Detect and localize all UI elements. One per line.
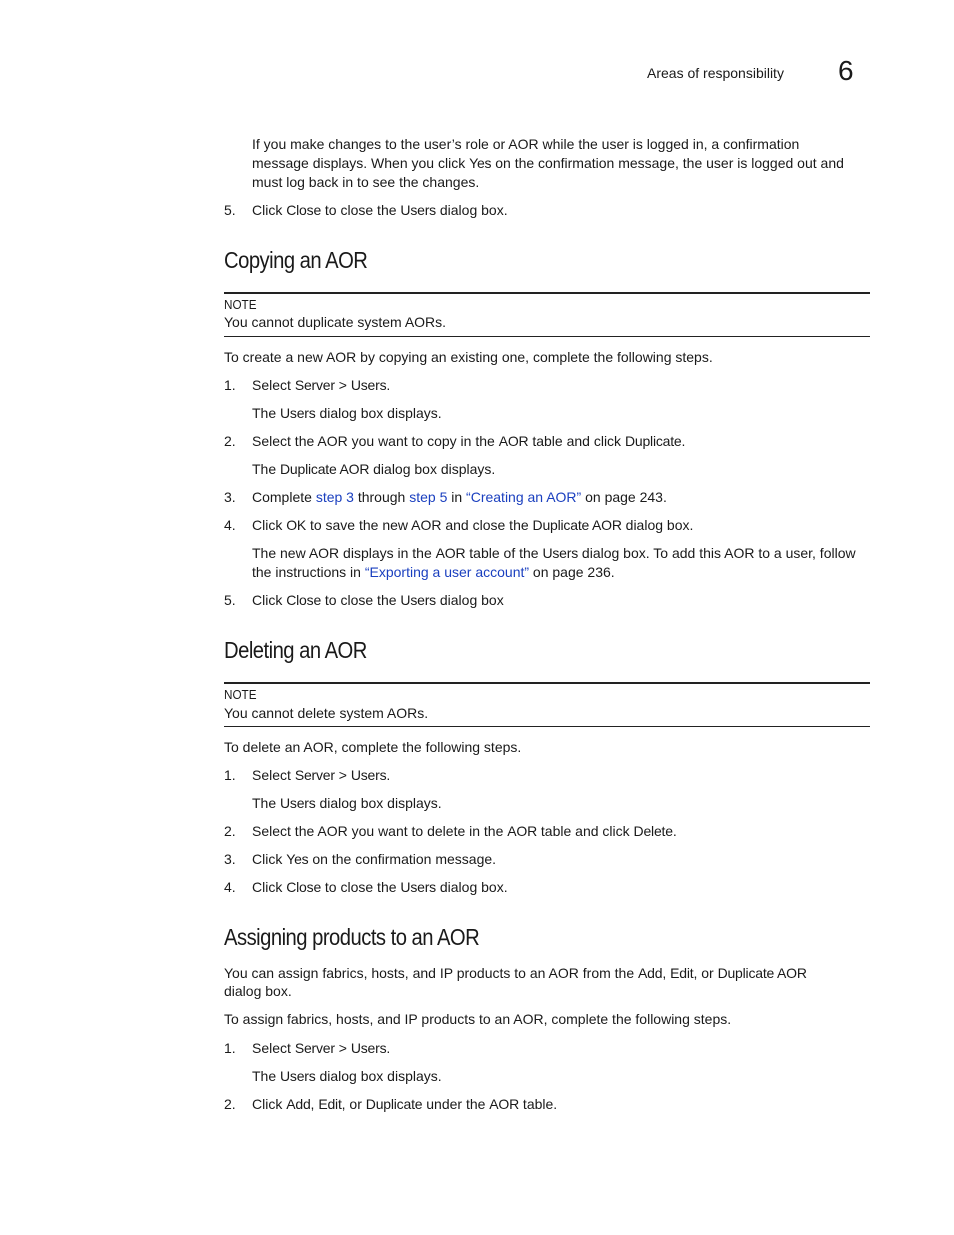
copying-step-4-result-line-1: The new AOR displays in the AOR table of the Users dialog box. To add this AOR to a user, follow <box>252 545 856 561</box>
section-heading-copying: Copying an AOR <box>224 247 368 273</box>
copying-step-4: Click OK to save the new AOR and close the Duplicate AOR dialog box. <box>252 517 694 533</box>
copying-step-2-result: The Duplicate AOR dialog box displays. <box>252 461 496 477</box>
step-number: 1. <box>224 377 236 393</box>
copying-step-5: Click Close to close the Users dialog box <box>252 592 504 608</box>
copying-intro: To create a new AOR by copying an existing one, complete the following steps. <box>224 349 713 365</box>
assigning-step-1-result: The Users dialog box displays. <box>252 1068 442 1084</box>
chapter-number: 6 <box>838 55 854 86</box>
copying-step-2: Select the AOR you want to copy in the AOR table and click Duplicate. <box>252 433 686 449</box>
deleting-step-1-result: The Users dialog box displays. <box>252 795 442 811</box>
running-header-title: Areas of responsibility <box>647 65 784 81</box>
link-step-5[interactable]: step 5 <box>409 489 448 505</box>
step-number: 5. <box>224 202 236 218</box>
step-number: 2. <box>224 823 236 839</box>
link-exporting-a-user-account[interactable]: “Exporting a user account” <box>364 564 530 580</box>
step-number: 2. <box>224 433 236 449</box>
copying-step-1: Select Server > Users. <box>252 377 391 393</box>
intro-line-3: must log back in to see the changes. <box>252 174 480 190</box>
link-creating-an-aor[interactable]: “Creating an AOR” <box>466 489 582 505</box>
step-number: 3. <box>224 851 236 867</box>
step-number: 5. <box>224 592 236 608</box>
deleting-step-4: Click Close to close the Users dialog box. <box>252 879 508 895</box>
section-heading-deleting: Deleting an AOR <box>224 637 367 663</box>
step-number: 3. <box>224 489 236 505</box>
step-number: 2. <box>224 1096 236 1112</box>
step-number: 4. <box>224 879 236 895</box>
note-text: You cannot delete system AORs. <box>224 705 429 721</box>
assigning-para-1-line-2: dialog box. <box>224 983 292 999</box>
step-number: 1. <box>224 767 236 783</box>
copying-step-4-result-line-2: the instructions in “Exporting a user account” on page 236. <box>252 564 615 580</box>
assigning-para-2: To assign fabrics, hosts, and IP products to an AOR, complete the following steps. <box>224 1011 732 1027</box>
assigning-step-1: Select Server > Users. <box>252 1040 391 1056</box>
note-bottom-rule <box>224 726 870 727</box>
note-label: NOTE <box>224 687 257 702</box>
copying-step-1-result: The Users dialog box displays. <box>252 405 442 421</box>
deleting-step-3: Click Yes on the confirmation message. <box>252 851 497 867</box>
intro-line-2: message displays. When you click Yes on the confirmation message, the user is logged out and <box>252 155 844 171</box>
intro-line-1: If you make changes to the user’s role or AOR while the user is logged in, a confirmation <box>252 136 800 152</box>
note-top-rule <box>224 292 870 294</box>
assigning-para-1-line-1: You can assign fabrics, hosts, and IP products to an AOR from the Add, Edit, or Duplicate AOR <box>224 965 807 981</box>
deleting-step-2: Select the AOR you want to delete in the AOR table and click Delete. <box>252 823 677 839</box>
note-bottom-rule <box>224 336 870 337</box>
deleting-intro: To delete an AOR, complete the following steps. <box>224 739 522 755</box>
deleting-step-1: Select Server > Users. <box>252 767 391 783</box>
section-heading-assigning: Assigning products to an AOR <box>224 924 480 950</box>
step-number: 4. <box>224 517 236 533</box>
note-top-rule <box>224 682 870 684</box>
note-label: NOTE <box>224 297 257 312</box>
link-step-3[interactable]: step 3 <box>315 489 354 505</box>
note-text: You cannot duplicate system AORs. <box>224 314 447 330</box>
copying-step-3: Complete step 3 through step 5 in “Creating an AOR” on page 243. <box>252 489 667 505</box>
step-number: 1. <box>224 1040 236 1056</box>
intro-step-5: Click Close to close the Users dialog box. <box>252 202 508 218</box>
assigning-step-2: Click Add, Edit, or Duplicate under the AOR table. <box>252 1096 558 1112</box>
